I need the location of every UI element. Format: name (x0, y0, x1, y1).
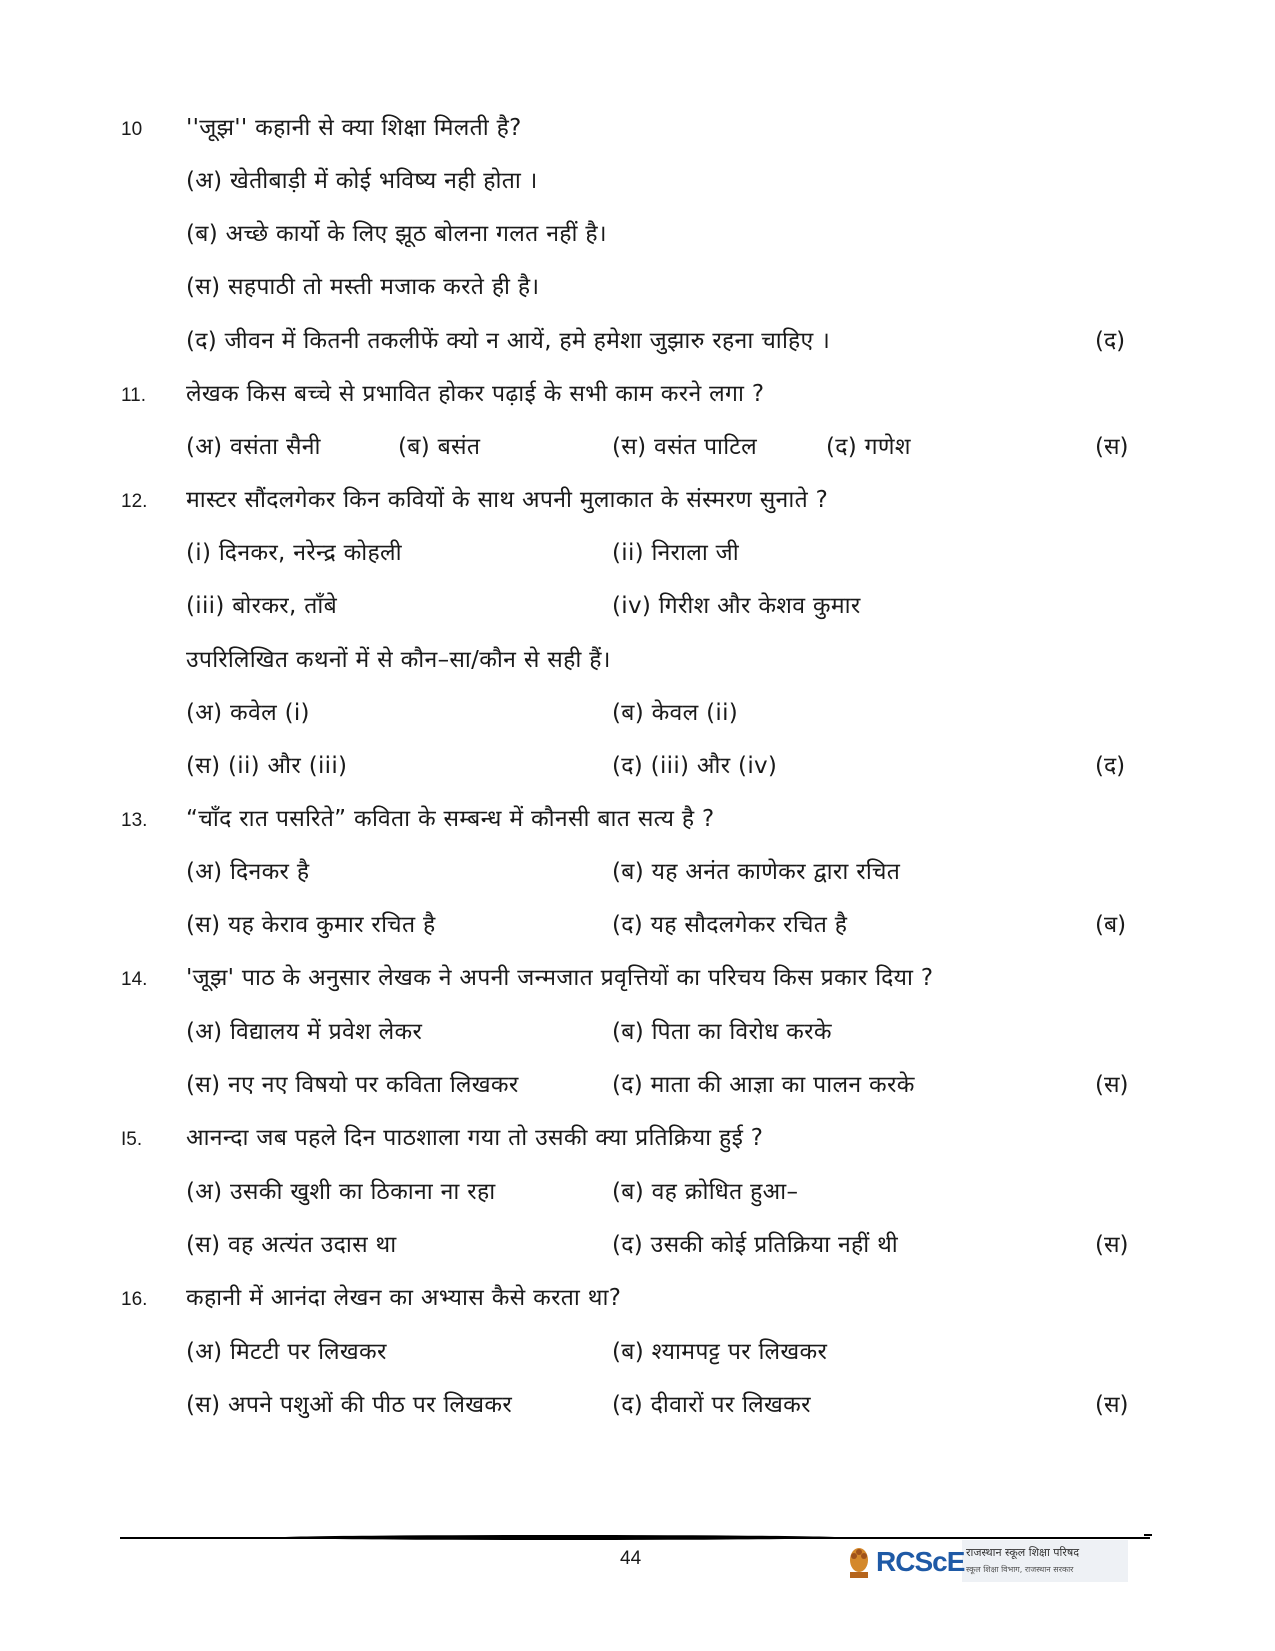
statement: (iv) गिरीश और केशव कुमार (612, 593, 861, 619)
footer-dash (1144, 1534, 1152, 1536)
option: (स) नए नए विषयो पर कविता लिखकर (186, 1072, 519, 1098)
statement: (iii) बोरकर, ताँबे (186, 593, 338, 619)
answer-key: (द) (1095, 328, 1126, 354)
question-prompt: उपरिलिखित कथनों में से कौन–सा/कौन से सही हैं। (186, 647, 611, 673)
question-number: 10 (121, 119, 143, 140)
ashoka-emblem-icon (846, 1542, 872, 1582)
option: (स) वसंत पाटिल (612, 434, 758, 460)
question-text: 'जूझ' पाठ के अनुसार लेखक ने अपनी जन्मजात प्रवृत्तियों का परिचय किस प्रकार दिया ? (186, 965, 934, 991)
option: (अ) कवेल (i) (186, 700, 310, 726)
logo-wordmark: RCScE (876, 1546, 965, 1577)
question-text: मास्टर सौंदलगेकर किन कवियों के साथ अपनी मुलाकात के संस्मरण सुनाते ? (186, 487, 829, 513)
option: (अ) वसंता सैनी (186, 434, 321, 460)
question-text: लेखक किस बच्चे से प्रभावित होकर पढ़ाई के सभी काम करने लगा ? (186, 381, 765, 407)
answer-key: (स) (1095, 1232, 1129, 1258)
statement: (i) दिनकर, नरेन्द्र कोहली (186, 540, 402, 566)
option: (स) यह केराव कुमार रचित है (186, 912, 436, 938)
option: (अ) खेतीबाड़ी में कोई भविष्य नही होता । (186, 168, 538, 194)
option: (स) वह अत्यंत उदास था (186, 1232, 397, 1258)
option: (द) यह सौदलगेकर रचित है (612, 912, 848, 938)
statement: (ii) निराला जी (612, 540, 740, 566)
question-text: कहानी में आनंदा लेखन का अभ्यास कैसे करता था? (186, 1285, 622, 1311)
footer-divider-accent (280, 1535, 840, 1540)
option: (ब) यह अनंत काणेकर द्वारा रचित (612, 859, 901, 885)
question-number: 16. (121, 1289, 148, 1310)
option: (अ) उसकी खुशी का ठिकाना ना रहा (186, 1179, 496, 1205)
question-text: “चाँद रात पसरिते” कविता के सम्बन्ध में कौनसी बात सत्य है ? (186, 806, 715, 832)
logo-subtitle: स्कूल शिक्षा विभाग, राजस्थान सरकार (966, 1565, 1074, 1574)
question-number: 12. (121, 491, 148, 512)
option: (ब) बसंत (398, 434, 481, 460)
answer-key: (द) (1095, 753, 1126, 779)
option: (अ) दिनकर है (186, 859, 310, 885)
option: (द) गणेश (826, 434, 911, 460)
question-number: 14. (121, 969, 148, 990)
page-number: 44 (620, 1548, 642, 1569)
option: (स) सहपाठी तो मस्ती मजाक करते ही है। (186, 274, 540, 300)
rcsce-logo (842, 1538, 1130, 1588)
answer-key: (स) (1095, 1072, 1129, 1098)
option: (ब) केवल (ii) (612, 700, 739, 726)
option: (ब) वह क्रोधित हुआ– (612, 1179, 799, 1205)
answer-key: (स) (1095, 434, 1129, 460)
option: (द) माता की आज्ञा का पालन करके (612, 1072, 915, 1098)
option: (ब) अच्छे कार्यो के लिए झूठ बोलना गलत नहीं है। (186, 221, 607, 247)
answer-key: (ब) (1095, 912, 1127, 938)
logo-title: राजस्थान स्कूल शिक्षा परिषद (966, 1546, 1080, 1559)
question-text: ''जूझ'' कहानी से क्या शिक्षा मिलती है? (186, 115, 522, 141)
option: (अ) विद्यालय में प्रवेश लेकर (186, 1019, 423, 1045)
option: (ब) श्यामपट्ट पर लिखकर (612, 1339, 828, 1365)
question-text: आनन्दा जब पहले दिन पाठशाला गया तो उसकी क्या प्रतिक्रिया हुई ? (186, 1125, 764, 1151)
option: (द) (iii) और (iv) (612, 753, 778, 779)
option: (स) अपने पशुओं की पीठ पर लिखकर (186, 1392, 513, 1418)
option: (अ) मिटटी पर लिखकर (186, 1339, 387, 1365)
answer-key: (स) (1095, 1392, 1129, 1418)
option: (द) जीवन में कितनी तकलीफें क्यो न आयें, हमे हमेशा जुझारु रहना चाहिए । (186, 328, 831, 354)
question-number: 11. (121, 385, 147, 406)
option: (द) उसकी कोई प्रतिक्रिया नहीं थी (612, 1232, 899, 1258)
question-number: I5. (121, 1129, 143, 1150)
option: (ब) पिता का विरोध करके (612, 1019, 832, 1045)
question-number: 13. (121, 810, 148, 831)
option: (द) दीवारों पर लिखकर (612, 1392, 811, 1418)
option: (स) (ii) और (iii) (186, 753, 348, 779)
